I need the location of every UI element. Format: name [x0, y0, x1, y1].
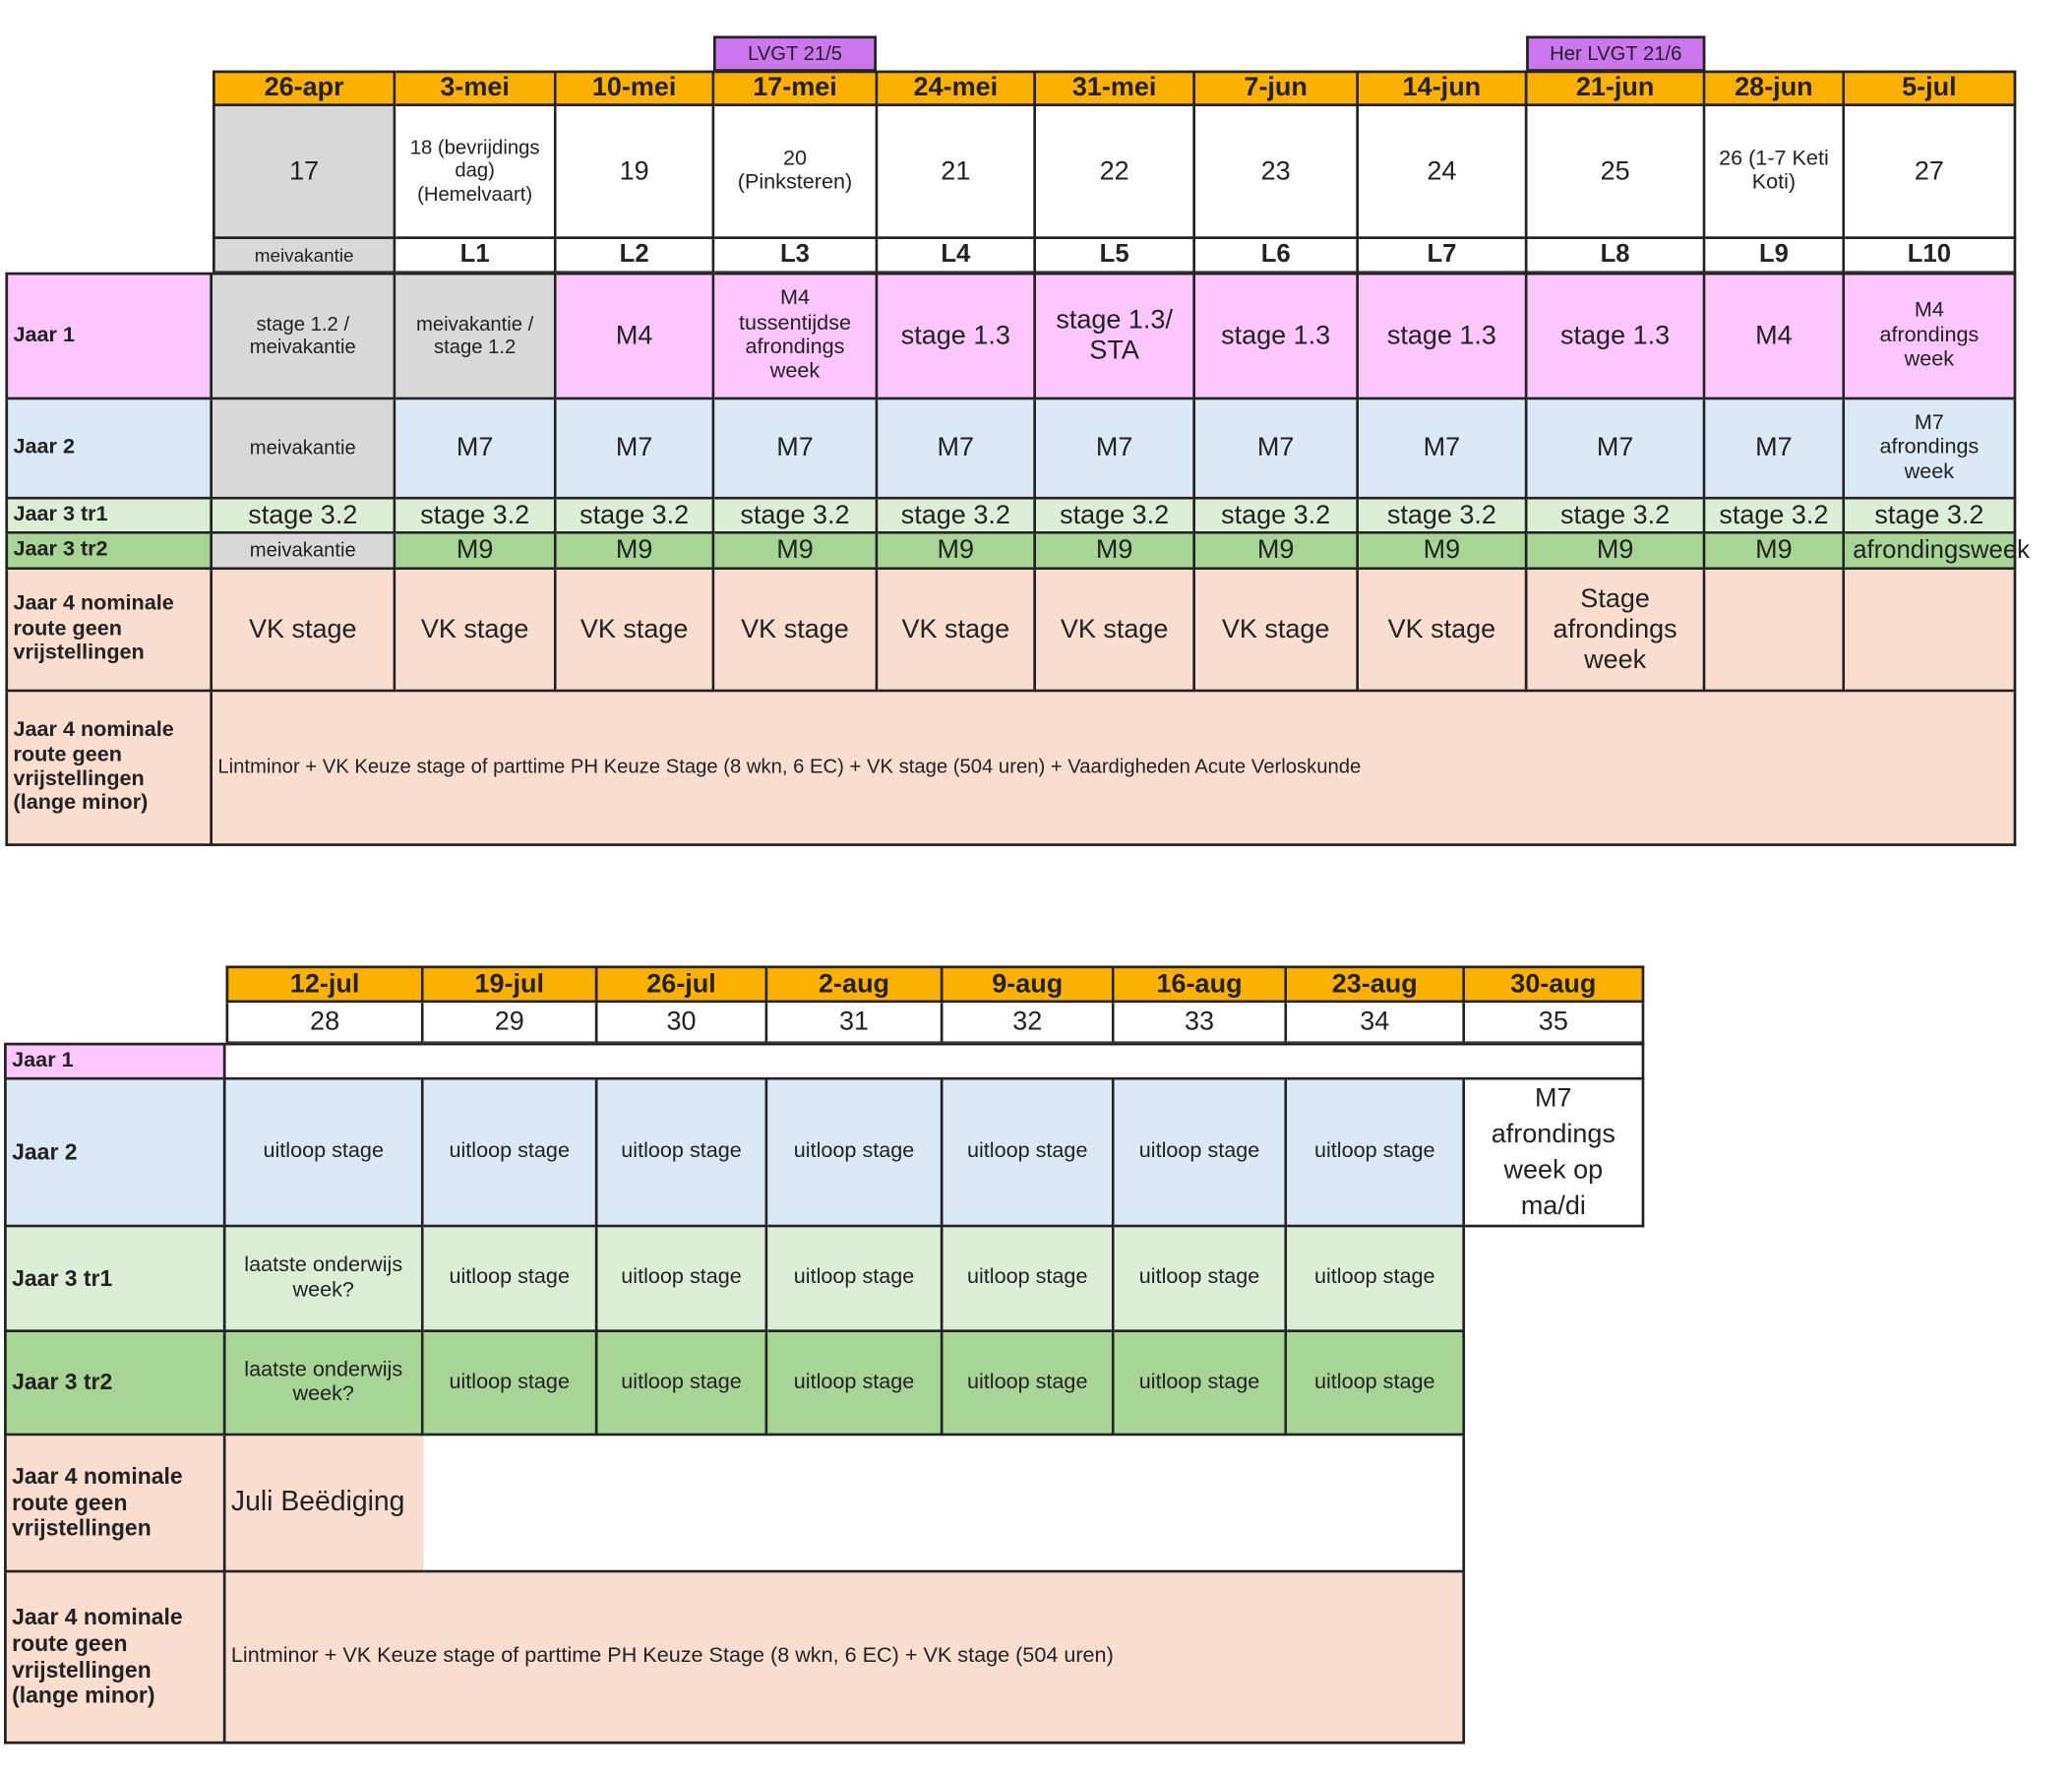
- schedule-cell: [1705, 570, 1845, 692]
- schedule-cell: uitloop stage: [1287, 1080, 1465, 1228]
- schedule-cell: M7: [1195, 399, 1359, 499]
- schedule-cell: VK stage: [396, 570, 556, 692]
- schedule-cell: stage 3.2: [1845, 500, 2016, 534]
- lesson-cell: L6: [1195, 239, 1359, 274]
- row-label-jaar3-tr2: Jaar 3 tr2: [5, 534, 213, 570]
- schedule-cell: M7 afrondings week: [1845, 399, 2016, 499]
- schedule-cell: VK stage: [1359, 570, 1527, 692]
- schedule-cell: M9: [714, 534, 878, 570]
- week-number: 31: [767, 1003, 943, 1044]
- schedule-cell: uitloop stage: [1287, 1332, 1465, 1436]
- week-number: 29: [424, 1003, 598, 1044]
- week-number: 34: [1287, 1003, 1465, 1044]
- row-label-jaar4: Jaar 4 nominale route geen vrijstellingen: [4, 1436, 225, 1572]
- row-label-jaar1: Jaar 1: [5, 273, 213, 400]
- schedule-cell: M4: [1705, 273, 1845, 400]
- her-lvgt-marker: Her LVGT 21/6: [1526, 35, 1705, 71]
- week-number: 21: [878, 106, 1036, 239]
- schedule-cell: uitloop stage: [424, 1332, 598, 1436]
- week-number: 25: [1528, 106, 1706, 239]
- schedule-cell: [1845, 570, 2016, 692]
- schedule-cell: M7: [1528, 399, 1706, 499]
- schedule-cell: M9: [1705, 534, 1845, 570]
- schedule-cell: M4: [557, 273, 715, 400]
- lesson-cell: L10: [1845, 239, 2016, 274]
- schedule-cell: M7: [557, 399, 715, 499]
- schedule-cell: [1845, 534, 2030, 570]
- lesson-cell: L3: [714, 239, 878, 274]
- date-header: 16-aug: [1115, 965, 1288, 1003]
- week-number: 28: [226, 1003, 424, 1044]
- schedule-cell: uitloop stage: [424, 1227, 598, 1332]
- schedule-cell: uitloop stage: [944, 1227, 1115, 1332]
- schedule-cell: uitloop stage: [598, 1227, 768, 1332]
- schedule-cell: M9: [1036, 534, 1195, 570]
- schedule-cell: stage 3.2: [714, 500, 878, 534]
- schedule-cell: M9: [557, 534, 715, 570]
- schedule-cell: stage 1.3: [1528, 273, 1706, 400]
- schedule-cell: Juli Beëdiging: [226, 1436, 424, 1572]
- row-label-jaar3-tr2: Jaar 3 tr2: [4, 1332, 225, 1436]
- schedule-cell: uitloop stage: [1115, 1227, 1288, 1332]
- schedule-cell: stage 1.3: [1359, 273, 1527, 400]
- schedule-cell: uitloop stage: [226, 1080, 424, 1228]
- schedule-cell: M4 afrondings week: [1845, 273, 2016, 400]
- week-number: 27: [1845, 106, 2016, 239]
- lesson-cell: L5: [1036, 239, 1195, 274]
- schedule-cell: VK stage: [1195, 570, 1359, 692]
- schedule-cell: uitloop stage: [767, 1080, 943, 1228]
- schedule-cell: M7: [396, 399, 556, 499]
- schedule-cell: [424, 1436, 1465, 1572]
- schedule-cell: M7: [1705, 399, 1845, 499]
- schedule-cell: stage 3.2: [1359, 500, 1527, 534]
- schedule-cell: stage 3.2: [396, 500, 556, 534]
- schedule-cell: uitloop stage: [1115, 1080, 1288, 1228]
- week-number: 22: [1036, 106, 1195, 239]
- lvgt-marker: LVGT 21/5: [713, 35, 877, 71]
- week-number: 17: [213, 106, 396, 239]
- date-header: 19-jul: [424, 965, 598, 1003]
- date-header: 28-jun: [1705, 71, 1845, 106]
- date-header: 12-jul: [226, 965, 424, 1003]
- date-header: 24-mei: [878, 71, 1036, 106]
- lesson-cell: L9: [1705, 239, 1845, 274]
- schedule-cell: M7: [714, 399, 878, 499]
- schedule-cell: M4 tussentijdse afrondings week: [714, 273, 878, 400]
- schedule-cell: M7: [1359, 399, 1527, 499]
- week-number: 30: [598, 1003, 768, 1044]
- date-header: 30-aug: [1465, 965, 1644, 1003]
- schedule-cell: meivakantie / stage 1.2: [396, 273, 556, 400]
- schedule-cell: stage 1.3: [1195, 273, 1359, 400]
- week-number: 23: [1195, 106, 1359, 239]
- date-header: 21-jun: [1528, 71, 1706, 106]
- schedule-cell: uitloop stage: [1287, 1227, 1465, 1332]
- schedule-cell: M9: [878, 534, 1036, 570]
- schedule-cell: M7 afrondings week op ma/di: [1465, 1080, 1644, 1228]
- row-label-jaar4-long: Jaar 4 nominale route geen vrijstellingen (lange minor): [4, 1572, 225, 1743]
- schedule-cell: stage 3.2: [557, 500, 715, 534]
- date-header: 5-jul: [1845, 71, 2016, 106]
- week-number: 18 (bevrijdings dag) (Hemelvaart): [396, 106, 556, 239]
- schedule-cell: meivakantie: [213, 399, 396, 499]
- schedule-cell-long: Lintminor + VK Keuze stage of parttime PH Keuze Stage (8 wkn, 6 EC) + VK stage (504 uren): [226, 1572, 1466, 1743]
- schedule-cell: uitloop stage: [767, 1332, 943, 1436]
- schedule-cell: stage 3.2: [213, 500, 396, 534]
- overflow-text: afrondingsweek: [1853, 535, 2030, 565]
- schedule-cell-long: Lintminor + VK Keuze stage of parttime PH Keuze Stage (8 wkn, 6 EC) + VK stage (504 uren) + Vaardigheden Acute Verloskunde: [213, 692, 2016, 846]
- date-header: 26-apr: [213, 71, 396, 106]
- schedule-cell: VK stage: [557, 570, 715, 692]
- schedule-cell: laatste onderwijs week?: [226, 1227, 424, 1332]
- schedule-cell: VK stage: [213, 570, 396, 692]
- schedule-cell: [226, 1043, 1645, 1080]
- date-header: 26-jul: [598, 965, 768, 1003]
- date-header: 9-aug: [944, 965, 1115, 1003]
- schedule-cell: M9: [396, 534, 556, 570]
- row-label-jaar1: Jaar 1: [4, 1043, 225, 1080]
- date-header: 14-jun: [1359, 71, 1527, 106]
- schedule-cell: uitloop stage: [944, 1080, 1115, 1228]
- row-label-jaar2: Jaar 2: [4, 1080, 225, 1228]
- schedule-cell: stage 3.2: [1528, 500, 1706, 534]
- date-header: 3-mei: [396, 71, 556, 106]
- week-number: 33: [1115, 1003, 1288, 1044]
- schedule-cell: VK stage: [714, 570, 878, 692]
- schedule-cell: laatste onderwijs week?: [226, 1332, 424, 1436]
- schedule-cell: stage 1.2 / meivakantie: [213, 273, 396, 400]
- date-header: 7-jun: [1195, 71, 1359, 106]
- week-number: 19: [557, 106, 715, 239]
- date-header: 17-mei: [714, 71, 878, 106]
- schedule-cell: stage 3.2: [878, 500, 1036, 534]
- week-number: 26 (1-7 Keti Koti): [1705, 106, 1845, 239]
- schedule-cell: uitloop stage: [1115, 1332, 1288, 1436]
- date-header: 31-mei: [1036, 71, 1195, 106]
- schedule-cell: stage 1.3/ STA: [1036, 273, 1195, 400]
- schedule-cell: M9: [1528, 534, 1706, 570]
- week-number: 35: [1465, 1003, 1644, 1044]
- schedule-cell: uitloop stage: [424, 1080, 598, 1228]
- row-label-jaar3-tr1: Jaar 3 tr1: [4, 1227, 225, 1332]
- date-header: 10-mei: [557, 71, 715, 106]
- schedule-cell: uitloop stage: [767, 1227, 943, 1332]
- lesson-cell: L8: [1528, 239, 1706, 274]
- schedule-cell: M7: [878, 399, 1036, 499]
- week-number: 20 (Pinksteren): [714, 106, 878, 239]
- row-label-jaar2: Jaar 2: [5, 399, 213, 499]
- schedule-cell: M9: [1195, 534, 1359, 570]
- schedule-cell: uitloop stage: [944, 1332, 1115, 1436]
- lesson-cell: L4: [878, 239, 1036, 274]
- schedule-cell: uitloop stage: [598, 1080, 768, 1228]
- schedule-cell: M9: [1359, 534, 1527, 570]
- schedule-cell: stage 3.2: [1036, 500, 1195, 534]
- row-label-jaar4: Jaar 4 nominale route geen vrijstellingen: [5, 570, 213, 692]
- schedule-cell: M7: [1036, 399, 1195, 499]
- schedule-cell: stage 3.2: [1705, 500, 1845, 534]
- schedule-cell: Stage afrondings week: [1528, 570, 1706, 692]
- schedule-cell: meivakantie: [213, 534, 396, 570]
- week-number: 32: [944, 1003, 1115, 1044]
- schedule-cell: uitloop stage: [598, 1332, 768, 1436]
- lesson-cell: L7: [1359, 239, 1527, 274]
- week-number: 24: [1359, 106, 1527, 239]
- schedule-cell: VK stage: [878, 570, 1036, 692]
- lesson-cell: meivakantie: [213, 239, 396, 274]
- lesson-cell: L2: [557, 239, 715, 274]
- lesson-cell: L1: [396, 239, 556, 274]
- row-label-jaar3-tr1: Jaar 3 tr1: [5, 500, 213, 534]
- schedule-cell: VK stage: [1036, 570, 1195, 692]
- schedule-cell: stage 3.2: [1195, 500, 1359, 534]
- date-header: 23-aug: [1287, 965, 1465, 1003]
- schedule-cell: stage 1.3: [878, 273, 1036, 400]
- date-header: 2-aug: [767, 965, 943, 1003]
- row-label-jaar4-long: Jaar 4 nominale route geen vrijstellingen (lange minor): [5, 692, 213, 846]
